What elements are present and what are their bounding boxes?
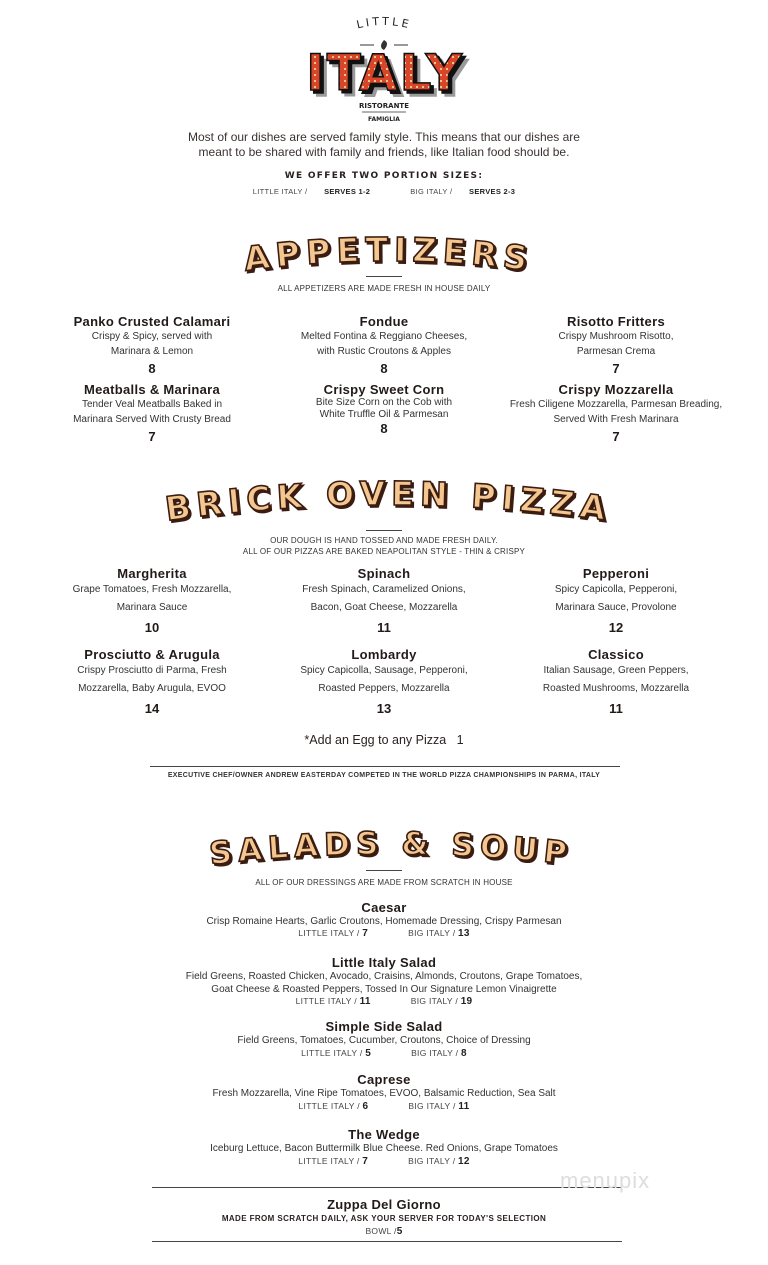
- appetizers-list: [36, 314, 732, 444]
- pizza-note-line: OUR DOUGH IS HAND TOSSED AND MADE FRESH DAILY.: [270, 536, 498, 545]
- menu-item: Little Italy Salad Field Greens, Roasted Chicken, Avocado, Craisins, Almonds, Croutons, Grape Tomatoes, Goat Cheese & Roasted Peppers, Tossed In Our Signature Lemon Vinaigrette LITTLE ITALY / 11 BIG ITALY / 19: [185, 955, 583, 1007]
- appetizers-note: ALL APPETIZERS ARE MADE FRESH IN HOUSE DAILY: [277, 284, 491, 293]
- divider: [152, 1187, 622, 1188]
- menu-item: Risotto Fritters Crispy Mushroom Risotto, Parmesan Crema 7: [558, 314, 674, 376]
- pizza-note: [0, 535, 768, 557]
- watermark: menupix: [560, 1168, 651, 1193]
- salads-note: ALL OF OUR DRESSINGS ARE MADE FROM SCRATCH IN HOUSE: [255, 878, 513, 887]
- chef-note: EXECUTIVE CHEF/OWNER ANDREW EASTERDAY COMPETED IN THE WORLD PIZZA CHAMPIONSHIPS IN PARMA, ITALY: [167, 772, 601, 779]
- menu-item: Lombardy Spicy Capicolla, Sausage, Pepperoni, Roasted Peppers, Mozzarella 13: [300, 647, 468, 716]
- divider: [366, 870, 402, 871]
- logo-famiglia: FAMIGLIA: [368, 116, 400, 123]
- pizza-heading: BRICK OVEN PIZZA: [162, 473, 615, 529]
- menu-item: Simple Side Salad Field Greens, Tomatoes, Cucumber, Croutons, Choice of Dressing LITTLE ITALY / 5 BIG ITALY / 8: [237, 1019, 531, 1059]
- add-egg-note: *Add an Egg to any Pizza 1: [304, 733, 464, 747]
- divider: [150, 766, 620, 767]
- intro-line: Most of our dishes are served family style. This means that our dishes are: [188, 130, 580, 144]
- menu-item: Meatballs & Marinara Tender Veal Meatballs Baked in Marinara Served With Crusty Bread 7: [73, 382, 231, 444]
- logo-ristorante: RISTORANTE: [359, 102, 409, 110]
- divider: [152, 1241, 622, 1242]
- menu-item: Panko Crusted Calamari Crispy & Spicy, served with Marinara & Lemon 8: [73, 314, 231, 376]
- portion-sizes: LITTLE ITALY / SERVES 1-2 BIG ITALY / SERVES 2-3: [252, 187, 516, 196]
- logo-italy: ITALY: [306, 44, 464, 102]
- pizza-note-line: ALL OF OUR PIZZAS ARE BAKED NEAPOLITAN STYLE - THIN & CRISPY: [242, 547, 526, 556]
- salads-heading-art: [0, 800, 768, 872]
- salads-heading: SALADS & SOUP: [207, 825, 575, 873]
- pizza-list: [36, 566, 732, 716]
- intro-line: meant to be shared with family and friends, like Italian food should be.: [198, 145, 570, 159]
- appetizers-heading: APPETIZERS: [241, 229, 536, 279]
- menu-item: Crispy Mozzarella Fresh Ciligene Mozzarella, Parmesan Breading, Served With Fresh Marinara 7: [509, 382, 723, 444]
- divider: [366, 276, 402, 277]
- menu-item: Crispy Sweet Corn Bite Size Corn on the Cob with White Truffle Oil & Parmesan 8: [315, 382, 453, 436]
- menu-item: Fondue Melted Fontina & Reggiano Cheeses, with Rustic Croutons & Apples 8: [300, 314, 468, 376]
- soup-item: Zuppa Del Giorno MADE FROM SCRATCH DAILY, ASK YOUR SERVER FOR TODAY'S SELECTION BOWL /5: [221, 1197, 547, 1237]
- appetizers-heading-art: [0, 205, 768, 277]
- menu-item: Prosciutto & Arugula Crispy Prosciutto di Parma, Fresh Mozzarella, Baby Arugula, EVOO 14: [77, 647, 227, 716]
- intro-text: [0, 130, 768, 160]
- menu-item: Caesar Crisp Romaine Hearts, Garlic Croutons, Homemade Dressing, Crispy Parmesan LITTLE ITALY / 7 BIG ITALY / 13: [206, 900, 562, 939]
- logo: [0, 0, 768, 125]
- pizza-heading-art: [0, 445, 768, 529]
- menu-item: Pepperoni Spicy Capicolla, Pepperoni, Marinara Sauce, Provolone 12: [554, 566, 678, 635]
- menu-item: The Wedge Iceburg Lettuce, Bacon Buttermilk Blue Cheese. Red Onions, Grape Tomatoes LITTLE ITALY / 7 BIG ITALY / 12: [210, 1127, 558, 1167]
- menu-item: Margherita Grape Tomatoes, Fresh Mozzarella, Marinara Sauce 10: [72, 566, 232, 635]
- menu-item: Classico Italian Sausage, Green Peppers, Roasted Mushrooms, Mozzarella 11: [542, 647, 690, 716]
- menu-item: Spinach Fresh Spinach, Caramelized Onions, Bacon, Goat Cheese, Mozzarella 11: [302, 566, 466, 635]
- divider: [366, 530, 402, 531]
- logo-little: LITTLE: [355, 14, 413, 32]
- portion-heading: WE OFFER TWO PORTION SIZES:: [284, 171, 484, 181]
- menu-item: Caprese Fresh Mozzarella, Vine Ripe Tomatoes, EVOO, Balsamic Reduction, Sea Salt LITTLE ITALY / 6 BIG ITALY / 11: [212, 1072, 556, 1112]
